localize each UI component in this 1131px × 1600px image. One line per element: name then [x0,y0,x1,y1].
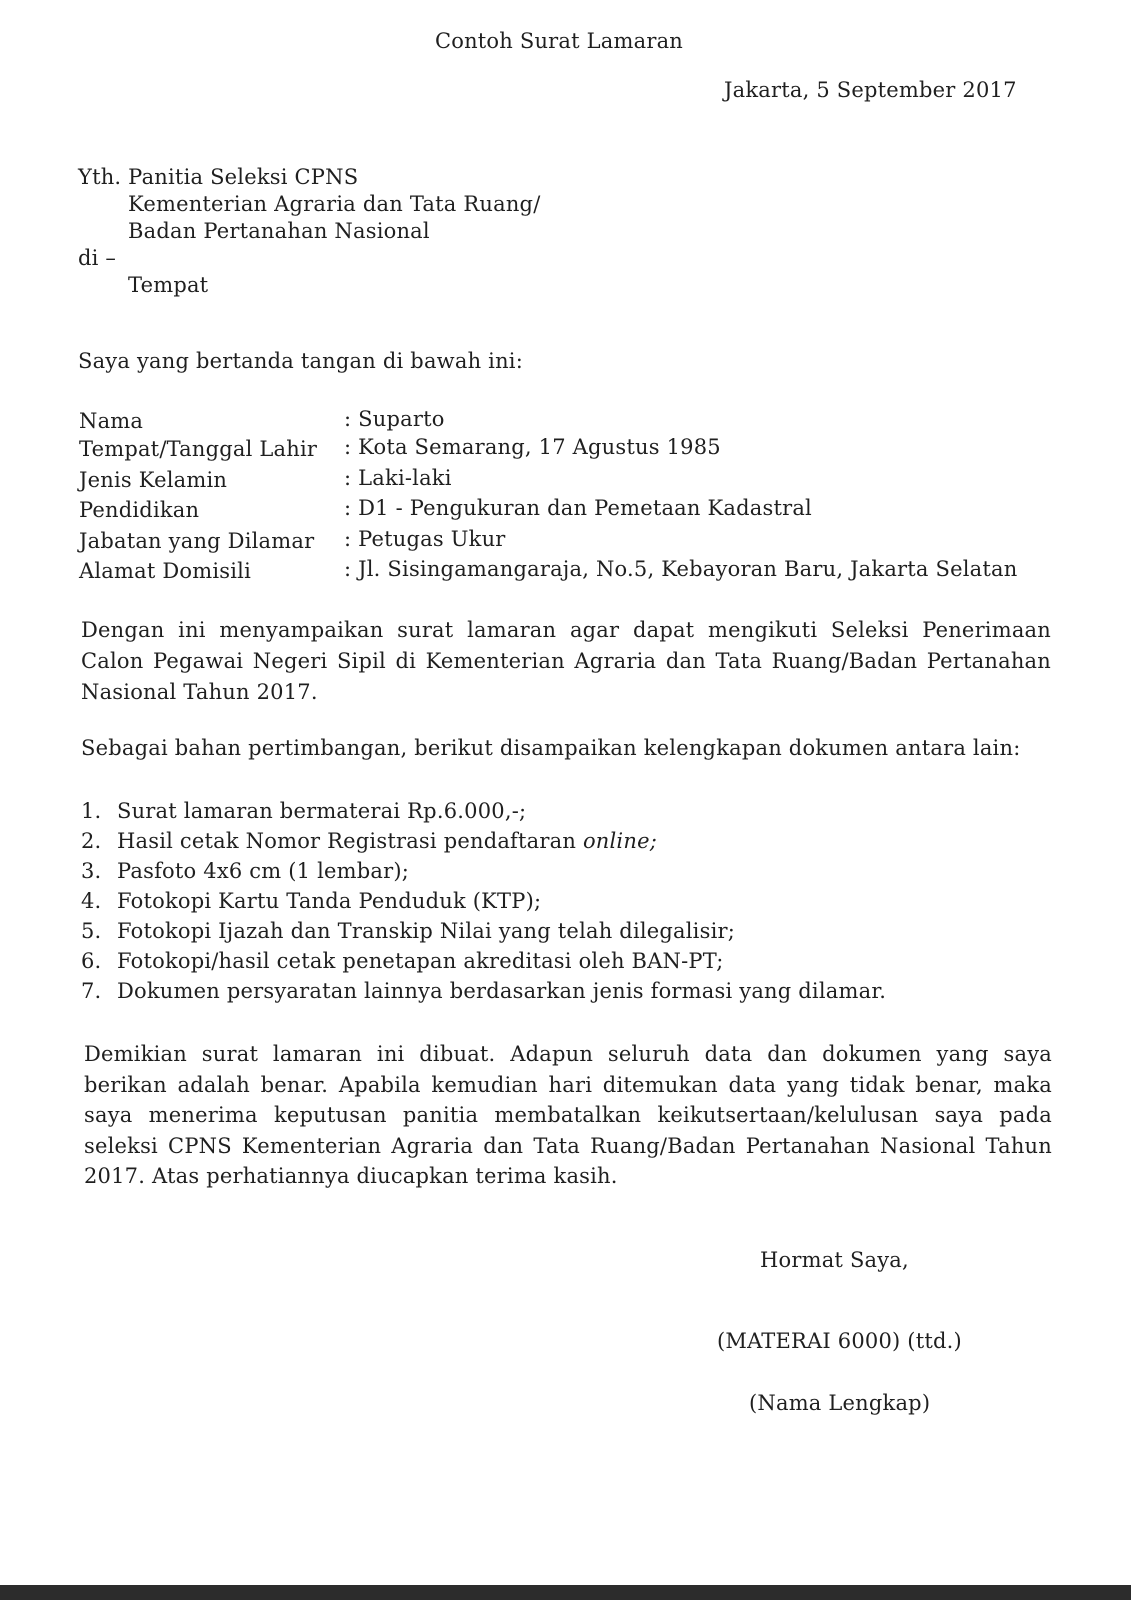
list-item [81,979,886,1003]
list-item [81,829,657,853]
field-value-alamat: : Jl. Sisingamangaraja, No.5, Kebayoran Baru, Jakarta Selatan [344,557,1018,581]
field-label-alamat: Alamat Domisili [79,559,251,583]
field-value-nama: : Suparto [344,407,445,431]
field-value-ttl: : Kota Semarang, 17 Agustus 1985 [344,435,721,459]
field-value-pendidikan: : D1 - Pengukuran dan Pemetaan Kadastral [344,496,812,520]
recipient-place: Tempat [128,273,209,297]
list-item-number: 1. [81,799,102,823]
list-item-text: Fotokopi Kartu Tanda Penduduk (KTP); [117,889,542,913]
recipient-line-2: Kementerian Agraria dan Tata Ruang/ [128,192,541,216]
recipient-di: di – [78,246,117,270]
list-item-number: 2. [81,829,102,853]
field-label-ttl: Tempat/Tanggal Lahir [79,437,318,461]
list-item-text: Dokumen persyaratan lainnya berdasarkan jenis formasi yang dilamar. [117,979,887,1003]
list-item-text: Pasfoto 4x6 cm (1 lembar); [117,859,410,883]
field-label-jenis-kelamin: Jenis Kelamin [79,468,228,492]
paragraph-2: Sebagai bahan pertimbangan, berikut disampaikan kelengkapan dokumen antara lain: [81,736,1021,760]
list-item-text: Fotokopi/hasil cetak penetapan akreditasi oleh BAN-PT; [117,949,724,973]
closing-salutation: Hormat Saya, [760,1248,909,1272]
list-item-number: 5. [81,919,102,943]
field-label-pendidikan: Pendidikan [79,498,200,522]
list-item [81,949,724,973]
list-item-italic-text: online; [582,829,657,853]
bottom-bar [0,1585,1131,1600]
letter-date: Jakarta, 5 September 2017 [724,78,1017,102]
list-item-number: 4. [81,889,102,913]
full-name-placeholder: (Nama Lengkap) [749,1391,931,1415]
list-item [81,859,409,883]
list-item-number: 3. [81,859,102,883]
list-item-number: 7. [81,979,102,1003]
list-item-text: Fotokopi Ijazah dan Transkip Nilai yang telah dilegalisir; [117,919,736,943]
recipient-line-3: Badan Pertanahan Nasional [128,219,430,243]
list-item [81,799,526,823]
materai-signature: (MATERAI 6000) (ttd.) [717,1329,962,1353]
paragraph-1: Dengan ini menyampaikan surat lamaran agar dapat mengikuti Seleksi Penerimaan Calon Pegawai Negeri Sipil di Kementerian Agraria dan Tata Ruang/Badan Pertanahan Nasional Tahun 2017. [81,618,1051,704]
field-value-jabatan: : Petugas Ukur [344,527,506,551]
letter-title: Contoh Surat Lamaran [434,29,684,53]
field-label-jabatan: Jabatan yang Dilamar [79,529,315,553]
list-item [81,919,735,943]
field-value-jenis-kelamin: : Laki-laki [344,466,452,490]
recipient-line-1: Yth. Panitia Seleksi CPNS [78,165,359,189]
paragraph-3: Demikian surat lamaran ini dibuat. Adapun seluruh data dan dokumen yang saya berikan adalah benar. Apabila kemudian hari ditemukan data yang tidak benar, maka saya menerima keputusan panitia membatalkan keikutsertaan/kelulusan saya pada seleksi CPNS Kementerian Agraria dan Tata Ruang/Badan Pertanahan Nasional Tahun 2017. Atas perhatiannya diucapkan terima kasih. [84,1042,1052,1188]
list-item [81,889,541,913]
list-item-text: Surat lamaran bermaterai Rp.6.000,-; [117,799,527,823]
field-label-nama: Nama [79,409,144,433]
intro-text: Saya yang bertanda tangan di bawah ini: [78,349,523,373]
list-item-number: 6. [81,949,102,973]
list-item-text: Hasil cetak Nomor Registrasi pendaftaran [117,829,583,853]
